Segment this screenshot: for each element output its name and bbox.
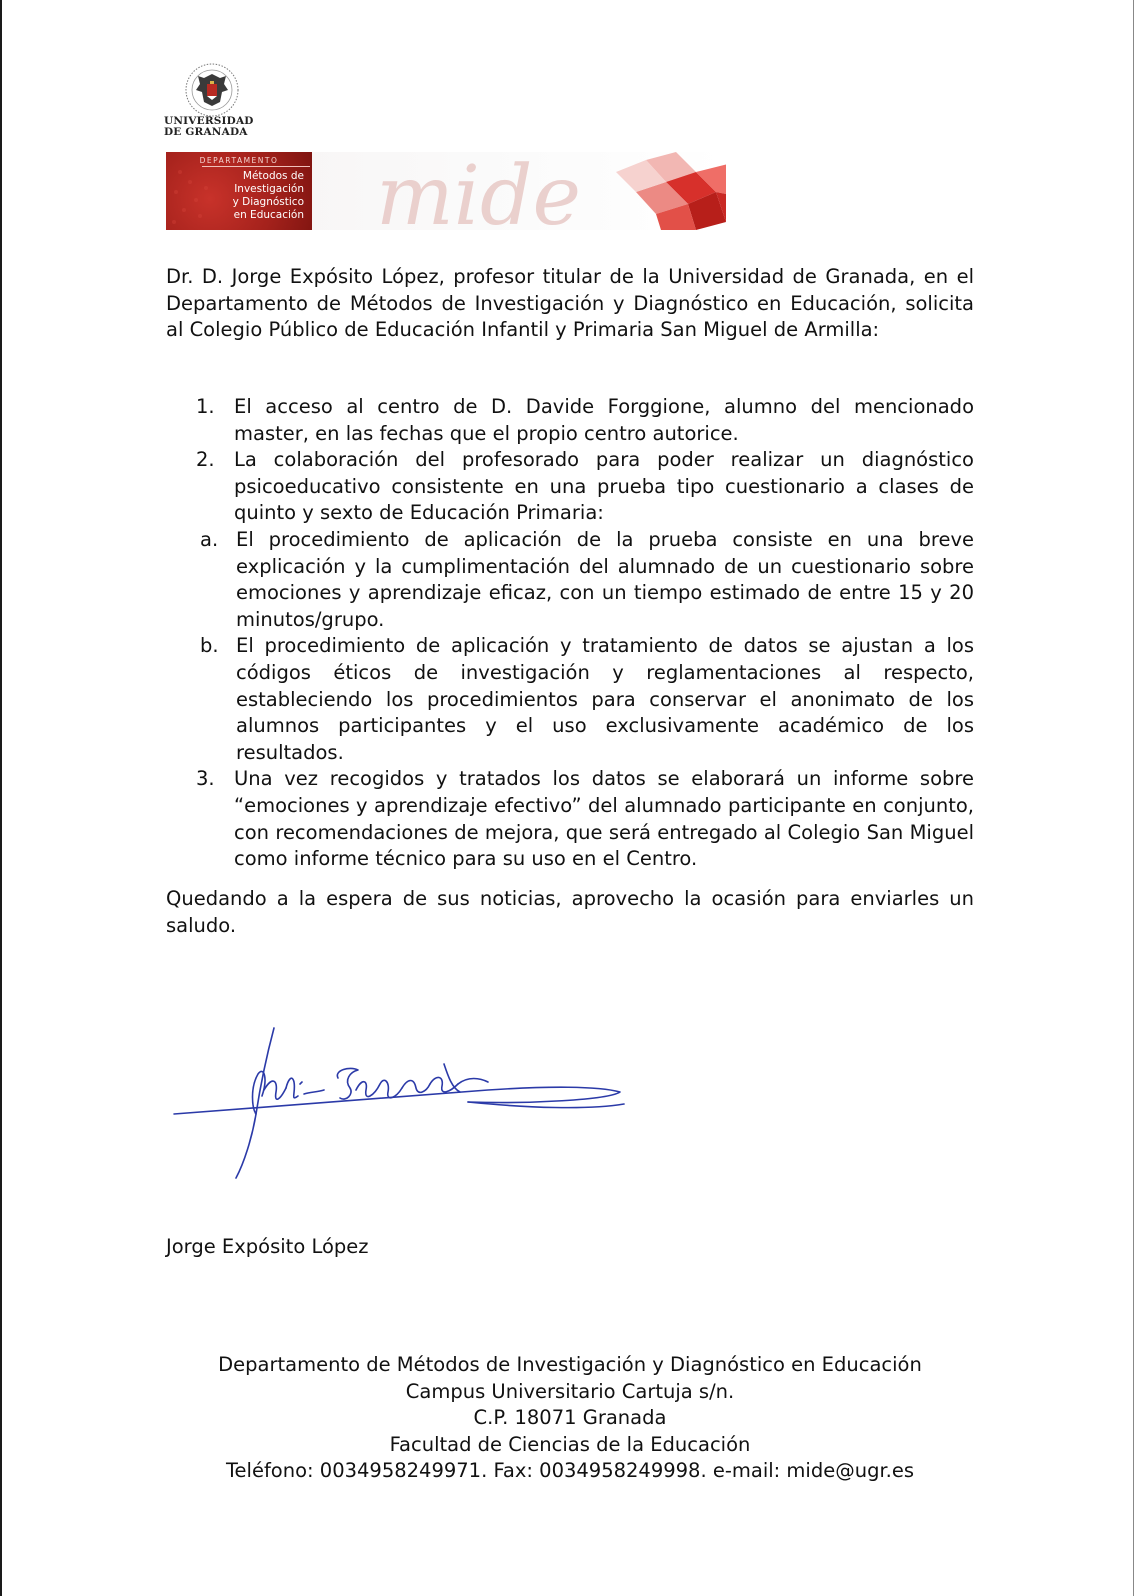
list-item-text: El acceso al centro de D. Davide Forggione, alumno del mencionado master, en las fechas que el propio centro autorice. [234,395,974,445]
list-item [166,766,974,872]
sub-list-item-text: El procedimiento de aplicación y tratamiento de datos se ajustan a los códigos éticos de investigación y reglamentaciones al respecto, estableciendo los procedimientos para conservar el anonimato de los alumnos participantes y el uso exclusivamente académico de los resultados. [236,634,974,764]
banner-title-line4: en Educación [233,209,304,221]
sub-list-item-text: El procedimiento de aplicación de la prueba consiste en una breve explicación y la cumplimentación del alumnado de un cuestionario sobre emociones y aprendizaje eficaz, con un tiempo estimado de entre 15 y 20 minutos/grupo. [236,527,974,631]
banner-department-label: DEPARTAMENTO [199,156,279,165]
closing-paragraph [166,886,974,939]
footer [166,1352,974,1485]
list-item [166,447,974,527]
banner-title-line2: Investigación [234,183,304,195]
footer-campus: Campus Universitario Cartuja s/n. [405,1379,735,1403]
list-item [166,394,974,447]
footer-faculty: Facultad de Ciencias de la Educación [389,1432,751,1456]
footer-postal-code: C.P. 18071 Granada [473,1406,667,1430]
closing-text: Quedando a la espera de sus noticias, aprovecho la ocasión para enviarles un saludo. [166,887,974,937]
university-logo [164,58,264,140]
university-name [164,116,254,138]
footer-department: Departamento de Métodos de Investigación y Diagnóstico en Educación [218,1353,922,1376]
handwritten-signature [168,1018,648,1198]
signer-name: Jorge Expósito López [166,1235,369,1258]
banner-divider [202,166,310,167]
svg-text:mide: mide [376,152,581,230]
mide-logo-icon [616,152,726,230]
sub-list-item-letter: a. [200,527,219,551]
sub-list-item [166,527,974,633]
university-name-line2: DE GRANADA [164,126,248,138]
list-item-text: La colaboración del profesorado para poder realizar un diagnóstico psicoeducativo consistente en una prueba tipo cuestionario a clases de quinto y sexto de Educación Primaria: [234,448,974,525]
request-list [166,394,974,873]
page-edge-left [0,0,2,1596]
intro-paragraph [166,264,974,344]
banner-title [166,170,304,222]
footer-contact: Teléfono: 0034958249971. Fax: 0034958249998. e-mail: mide@ugr.es [225,1459,915,1483]
banner-title-line3: y Diagnóstico [232,196,304,208]
sub-list-item-letter: b. [200,634,219,658]
intro-text: Dr. D. Jorge Expósito López, profesor titular de la Universidad de Granada, en el Departamento de Métodos de Investigación y Diagnóstico en Educación, solicita al Colegio Público de Educación Infantil y Primaria San Miguel de Armilla: [166,265,974,342]
mide-wordmark [316,152,726,230]
university-seal-icon [184,62,240,118]
banner-red-panel [166,152,312,230]
university-name-line1: UNIVERSIDAD [164,115,254,127]
banner-title-line1: Métodos de [242,170,304,182]
sub-list-item [166,633,974,766]
list-item-number: 3. [196,767,215,791]
list-item-text: Una vez recogidos y tratados los datos se elaborará un informe sobre “emociones y aprendizaje efectivo” del alumnado participante en conjunto, con recomendaciones de mejora, que será entregado al Colegio San Miguel como informe técnico para su uso en el Centro. [234,767,974,871]
list-item-number: 1. [196,395,215,418]
department-banner [166,152,726,230]
list-item-number: 2. [196,448,215,472]
